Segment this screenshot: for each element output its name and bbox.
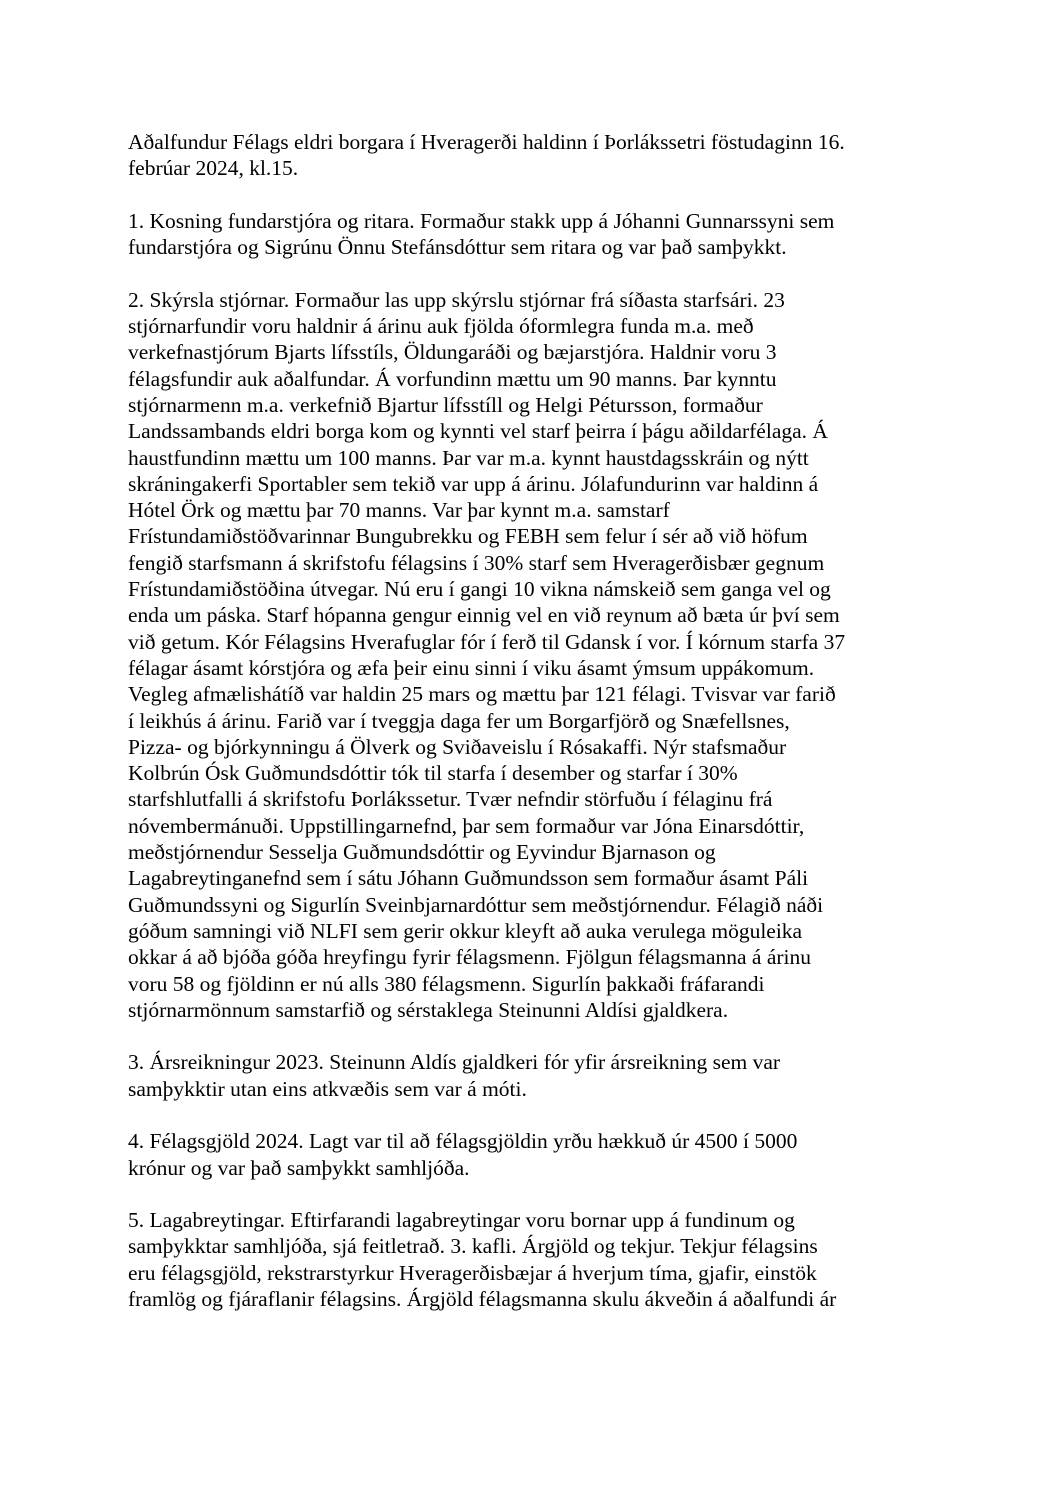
text-line: Aðalfundur Félags eldri borgara í Hveragerði haldinn í Þorlákssetri föstudaginn 16. bbox=[128, 130, 845, 154]
text-line: eru félagsgjöld, rekstrarstyrkur Hveragerðisbæjar á hverjum tíma, gjafir, einstök bbox=[128, 1260, 817, 1285]
text-line: 3. Ársreikningur 2023. Steinunn Aldís gjaldkeri fór yfir ársreikning sem var bbox=[128, 1050, 781, 1075]
item-5-paragraph bbox=[128, 1207, 928, 1312]
text-line: Guðmundssyni og Sigurlín Sveinbjarnardóttur sem meðstjórnendur. Félagið náði bbox=[128, 892, 824, 917]
text-line: fundarstjóra og Sigrúnu Önnu Stefánsdóttur sem ritara og var það samþykkt. bbox=[128, 235, 787, 260]
text-line: samþykktar samhljóða, sjá feitletrað. 3. kafli. Árgjöld og tekjur. Tekjur félagsins bbox=[128, 1234, 818, 1259]
text-line: enda um páska. Starf hópanna gengur einnig vel en við reynum að bæta úr því sem bbox=[128, 603, 840, 628]
text-line: verkefnastjórum Bjarts lífsstíls, Öldungaráði og bæjarstjóra. Haldnir voru 3 bbox=[128, 340, 777, 365]
text-line: krónur og var það samþykkt samhljóða. bbox=[128, 1155, 470, 1180]
text-line: framlög og fjáraflanir félagsins. Árgjöld félagsmanna skulu ákveðin á aðalfundi ár bbox=[128, 1287, 837, 1312]
item-2-paragraph bbox=[128, 287, 928, 1023]
text-line: okkar á að bjóða góða hreyfingu fyrir félagsmenn. Fjölgun félagsmanna á árinu bbox=[128, 945, 812, 970]
text-line: Frístundamiðstöðina útvegar. Nú eru í gangi 10 vikna námskeið sem ganga vel og bbox=[128, 577, 831, 602]
text-line: Pizza- og bjórkynningu á Ölverk og Sviðaveislu í Rósakaffi. Nýr stafsmaður bbox=[128, 734, 787, 759]
text-line: Kolbrún Ósk Guðmundsdóttir tók til starfa í desember og starfar í 30% bbox=[128, 761, 738, 786]
item-4-paragraph bbox=[128, 1128, 928, 1181]
text-line: stjórnarmönnum samstarfið og sérstaklega Steinunni Aldísi gjaldkera. bbox=[128, 997, 729, 1022]
text-line: Landssambands eldri borga kom og kynnti vel starf þeirra í þágu aðildarfélaga. Á bbox=[128, 419, 828, 444]
text-line: við getum. Kór Félagsins Hverafuglar fór í ferð til Gdansk í vor. Í kórnum starfa 37 bbox=[128, 629, 846, 654]
text-line: nóvembermánuði. Uppstillingarnefnd, þar sem formaður var Jóna Einarsdóttir, bbox=[128, 813, 805, 838]
text-line: stjórnarfundir voru haldnir á árinu auk fjölda óformlegra funda m.a. með bbox=[128, 314, 754, 339]
text-line: í leikhús á árinu. Farið var í tveggja daga fer um Borgarfjörð og Snæfellsnes, bbox=[128, 708, 790, 733]
item-1-paragraph bbox=[128, 208, 928, 261]
text-line: fengið starfsmann á skrifstofu félagsins í 30% starf sem Hveragerðisbær gegnum bbox=[128, 550, 825, 575]
text-line: voru 58 og fjöldinn er nú alls 380 félagsmenn. Sigurlín þakkaði fráfarandi bbox=[128, 971, 765, 996]
text-line: félagsfundir auk aðalfundar. Á vorfundinn mættu um 90 manns. Þar kynntu bbox=[128, 366, 777, 391]
text-line: meðstjórnendur Sesselja Guðmundsdóttir og Eyvindur Bjarnason og bbox=[128, 840, 716, 865]
text-line: Lagabreytinganefnd sem í sátu Jóhann Guðmundsson sem formaður ásamt Páli bbox=[128, 866, 809, 891]
text-line: febrúar 2024, kl.15. bbox=[128, 156, 299, 181]
text-line: 4. Félagsgjöld 2024. Lagt var til að félagsgjöldin yrðu hækkuð úr 4500 í 5000 bbox=[128, 1129, 798, 1154]
document-page bbox=[128, 129, 928, 1339]
text-line: skráningakerfi Sportabler sem tekið var upp á árinu. Jólafundurinn var haldinn á bbox=[128, 471, 819, 496]
text-line: stjórnarmenn m.a. verkefnið Bjartur lífsstíll og Helgi Pétursson, formaður bbox=[128, 392, 763, 417]
text-line: Hótel Örk og mættu þar 70 manns. Var þar kynnt m.a. samstarf bbox=[128, 498, 670, 523]
text-line: 2. Skýrsla stjórnar. Formaður las upp skýrslu stjórnar frá síðasta starfsári. 23 bbox=[128, 287, 785, 312]
text-line: haustfundinn mættu um 100 manns. Þar var m.a. kynnt haustdagsskráin og nýtt bbox=[128, 445, 809, 470]
text-line: starfshlutfalli á skrifstofu Þorlákssetur. Tvær nefndir störfuðu í félaginu frá bbox=[128, 787, 773, 812]
text-line: góðum samningi við NLFI sem gerir okkur kleyft að auka verulega möguleika bbox=[128, 918, 803, 943]
text-line: félagar ásamt kórstjóra og æfa þeir einu sinni í viku ásamt ýmsum uppákomum. bbox=[128, 655, 815, 680]
text-line: Frístundamiðstöðvarinnar Bungubrekku og FEBH sem felur í sér að við höfum bbox=[128, 524, 808, 549]
text-line: Vegleg afmælishátíð var haldin 25 mars og mættu þar 121 félagi. Tvisvar var farið bbox=[128, 682, 836, 707]
text-line: samþykktir utan eins atkvæðis sem var á móti. bbox=[128, 1076, 527, 1101]
meeting-header-paragraph bbox=[128, 129, 928, 182]
text-line: 5. Lagabreytingar. Eftirfarandi lagabreytingar voru bornar upp á fundinum og bbox=[128, 1208, 795, 1233]
text-line: 1. Kosning fundarstjóra og ritara. Formaður stakk upp á Jóhanni Gunnarssyni sem bbox=[128, 208, 835, 233]
item-3-paragraph bbox=[128, 1049, 928, 1102]
